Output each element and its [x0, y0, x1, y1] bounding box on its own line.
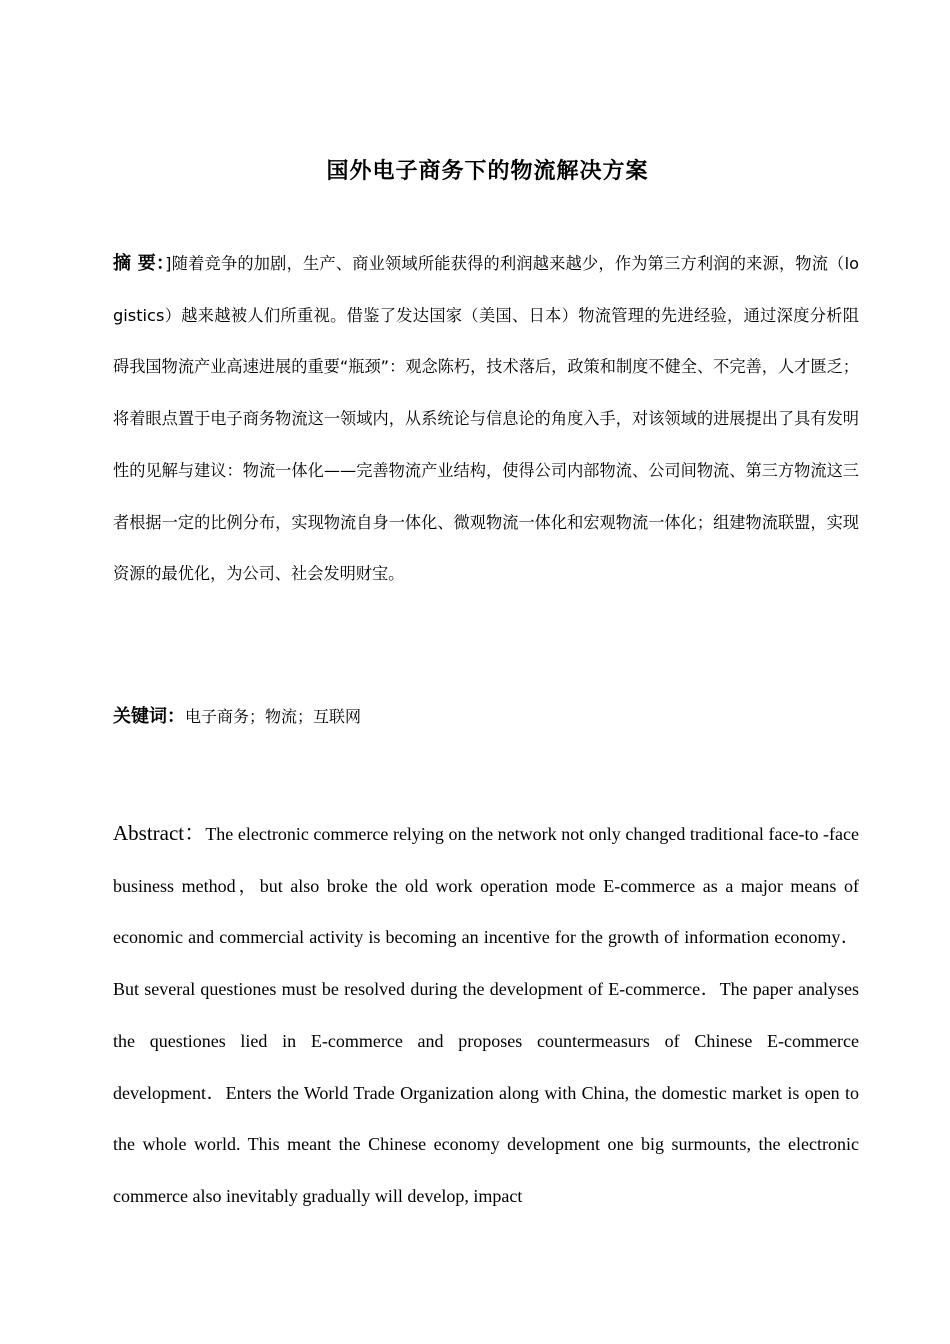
abstract-chinese-text: ]随着竞争的加剧，生产、商业领域所能获得的利润越来越少，作为第三方利润的来源，物流（lo gistics）越来越被人们所重视。借鉴了发达国家（美国、日本）物流管理的先进经验，通过深度分析阻碍我国物流产业高速进展的重要“瓶颈”：观念陈朽，技术落后，政策和制度不健全、不完善，人才匮乏；将着眼点置于电子商务物流这一领域内，从系统论与信息论的角度入手，对该领域的进展提出了具有发明性的见解与建议：物流一体化——完善物流产业结构，使得公司内部物流、公司间物流、第三方物流这三者根据一定的比例分布，实现物流自身一体化、微观物流一体化和宏观物流一体化；组建物流联盟，实现资源的最优化，为公司、社会发明财宝。	[113, 254, 859, 584]
keywords	[113, 697, 859, 737]
page-title: 国外电子商务下的物流解决方案	[326, 159, 649, 184]
abstract-chinese-label: 摘 要：	[113, 253, 166, 274]
abstract-chinese	[113, 238, 859, 600]
keywords-label: 关键词：	[113, 706, 185, 727]
abstract-english-label: Abstract：	[113, 821, 206, 845]
keywords-text: 电子商务；物流；互联网	[185, 707, 362, 726]
abstract-english	[113, 808, 859, 1223]
abstract-english-text: The electronic commerce relying on the network not only changed traditional face-to -face business method，but also broke the old work operation mode E-commerce as a major means of economic and commercial activity is becoming an incentive for the growth of information economy．But several questiones must be resolved during the development of E-commerce．The paper analyses the questiones lied in E-commerce and proposes countermeasurs of Chinese E-commerce development．Enters the World Trade Organization along with China, the domestic market is open to the whole world. This meant the Chinese economy development one big surmounts, the electronic commerce also inevitably gradually will develop, impact	[113, 824, 859, 1206]
